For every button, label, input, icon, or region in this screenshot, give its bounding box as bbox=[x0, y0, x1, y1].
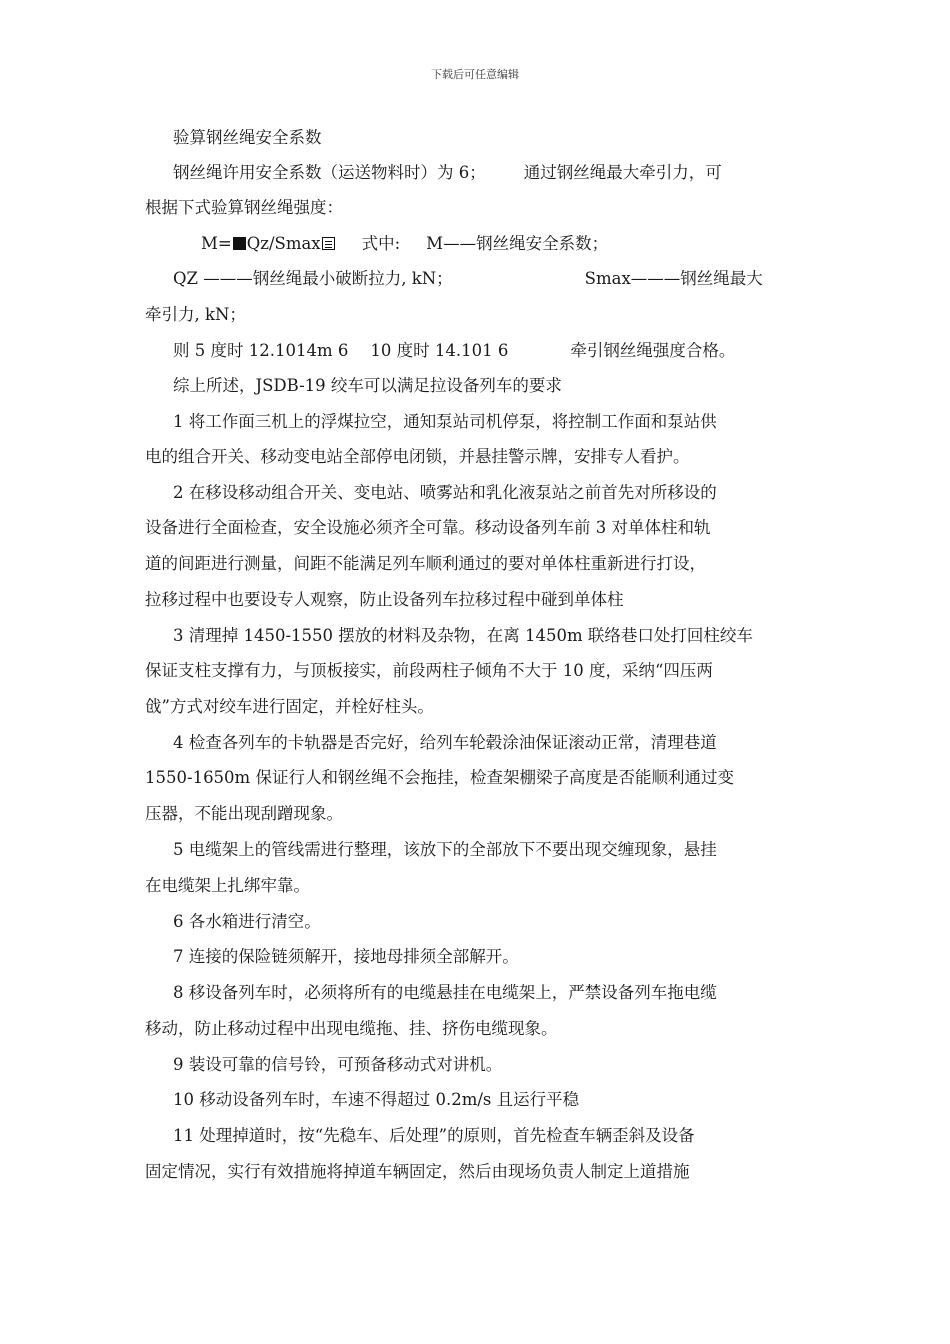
text-segment: 钢丝绳许用安全系数（运送物料时）为 6； bbox=[173, 163, 486, 182]
section-heading: 验算钢丝绳安全系数 bbox=[173, 128, 322, 147]
text-segment: QZ ———钢丝绳最小破断拉力, kN； bbox=[173, 269, 453, 288]
text-segment: 牵引钢丝绳强度合格。 bbox=[570, 341, 736, 360]
paragraph-line: 牵引力, kN； bbox=[145, 305, 246, 324]
paragraph-line: 移动，防止移动过程中出现电缆拖、挂、挤伤电缆现象。 bbox=[145, 1019, 558, 1038]
text-segment: 10 度时 14.101 6 bbox=[370, 341, 509, 360]
paragraph-line: 3 清理掉 1450-1550 摆放的材料及杂物，在离 1450m 联络巷口处打回柱绞车 bbox=[173, 626, 753, 645]
placeholder-symbol-icon bbox=[233, 237, 246, 250]
paragraph-line bbox=[173, 269, 838, 289]
paragraph-line: 道的间距进行测量，间距不能满足列车顺利通过的要对单体柱重新进行打设， bbox=[145, 554, 706, 573]
paragraph-line: 7 连接的保险链须解开，接地母排须全部解开。 bbox=[173, 947, 519, 966]
paragraph-line: 8 移设备列车时，必须将所有的电缆悬挂在电缆架上，严禁设备列车拖电缆 bbox=[173, 983, 717, 1002]
paragraph-line bbox=[173, 163, 838, 183]
text-segment: 则 5 度时 12.1014m 6 bbox=[173, 341, 349, 360]
paragraph-line: 在电缆架上扎绑牢靠。 bbox=[145, 876, 310, 895]
paragraph-line: 拉移过程中也要设专人观察，防止设备列车拉移过程中碰到单体柱 bbox=[145, 590, 624, 609]
paragraph-line: 固定情况，实行有效措施将掉道车辆固定，然后由现场负责人制定上道措施 bbox=[145, 1162, 690, 1181]
formula-text: M= bbox=[201, 234, 232, 253]
paragraph-line: 11 处理掉道时，按“先稳车、后处理”的原则，首先检查车辆歪斜及设备 bbox=[173, 1126, 695, 1145]
paragraph-line: 6 各水箱进行清空。 bbox=[173, 912, 321, 931]
text-segment: Smax———钢丝绳最大 bbox=[584, 269, 763, 288]
paragraph-line: 保证支柱支撑有力，与顶板接实，前段两柱子倾角不大于 10 度，采纳“四压两 bbox=[145, 661, 713, 680]
paragraph-line: 4 检查各列车的卡轨器是否完好，给列车轮毂涂油保证滚动正常，清理巷道 bbox=[173, 733, 717, 752]
text-segment: 式中: bbox=[361, 234, 401, 253]
paragraph-line: 1550-1650m 保证行人和钢丝绳不会拖挂，检查架棚梁子高度是否能顺利通过变 bbox=[145, 768, 734, 787]
paragraph-line: 综上所述，JSDB-19 绞车可以满足拉设备列车的要求 bbox=[173, 376, 562, 395]
placeholder-symbol-icon bbox=[322, 237, 335, 250]
formula-line bbox=[201, 234, 866, 254]
paragraph-line: 压器，不能出现刮蹭现象。 bbox=[145, 804, 343, 823]
paragraph-line: 电的组合开关、移动变电站全部停电闭锁，并悬挂警示牌，安排专人看护。 bbox=[145, 447, 690, 466]
paragraph-line: 10 移动设备列车时，车速不得超过 0.2m/s 且运行平稳 bbox=[173, 1090, 580, 1109]
paragraph-line: 根据下式验算钢丝绳强度： bbox=[145, 198, 343, 217]
text-segment: 通过钢丝绳最大牵引力，可 bbox=[523, 163, 722, 182]
text-segment: M——钢丝绳安全系数； bbox=[426, 234, 609, 253]
page-header: 下载后可任意编辑 bbox=[431, 68, 519, 81]
paragraph-line: 9 装设可靠的信号铃，可预备移动式对讲机。 bbox=[173, 1055, 503, 1074]
formula-text: Qz/Smax bbox=[246, 234, 321, 253]
paragraph-line: 5 电缆架上的管线需进行整理，该放下的全部放下不要出现交缠现象，悬挂 bbox=[173, 840, 717, 859]
paragraph-line bbox=[173, 341, 838, 361]
paragraph-line: 设备进行全面检查，安全设施必须齐全可靠。移动设备列车前 3 对单体柱和轨 bbox=[145, 518, 711, 537]
paragraph-line: 戗”方式对绞车进行固定，并栓好柱头。 bbox=[145, 697, 434, 716]
paragraph-line: 1 将工作面三机上的浮煤拉空，通知泵站司机停泵，将控制工作面和泵站供 bbox=[173, 412, 717, 431]
paragraph-line: 2 在移设移动组合开关、变电站、喷雾站和乳化液泵站之前首先对所移设的 bbox=[173, 483, 717, 502]
